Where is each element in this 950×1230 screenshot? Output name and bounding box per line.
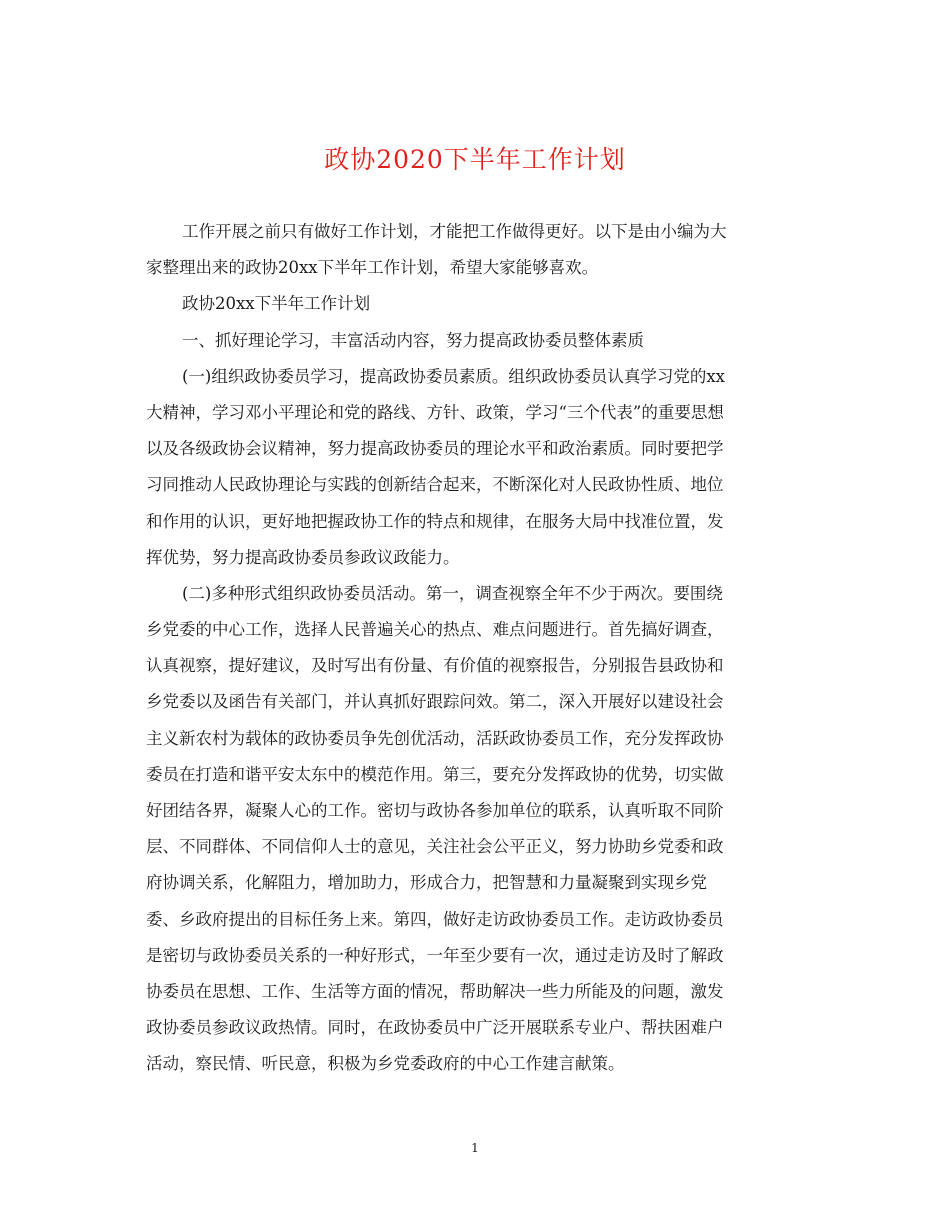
paragraph-line: 以及各级政协会议精神，努力提高政协委员的理论水平和政治素质。同时要把学	[146, 439, 724, 459]
document-body	[146, 214, 806, 1083]
page-number: 1	[471, 1141, 479, 1155]
paragraph-line: 活动，察民情、听民意，积极为乡党委政府的中心工作建言献策。	[146, 1054, 625, 1074]
paragraph-line: 委员在打造和谐平安太东中的模范作用。第三，要充分发挥政协的优势，切实做	[146, 764, 724, 784]
paragraph-line: 习同推动人民政协理论与实践的创新结合起来，不断深化对人民政协性质、地位	[146, 475, 724, 495]
paragraph-line: 乡党委的中心工作，选择人民普遍关心的热点、难点问题进行。首先搞好调查，	[146, 620, 724, 640]
paragraph-line: 和作用的认识，更好地把握政协工作的特点和规律，在服务大局中找准位置，发	[146, 511, 724, 531]
paragraph-line: 是密切与政协委员关系的一种好形式，一年至少要有一次，通过走访及时了解政	[146, 945, 724, 965]
paragraph-line: 好团结各界，凝聚人心的工作。密切与政协各参加单位的联系，认真听取不同阶	[146, 801, 724, 820]
section-heading: 一、抓好理论学习，丰富活动内容，努力提高政协委员整体素质	[182, 330, 644, 350]
paragraph-line: 认真视察，提好建议，及时写出有份量、有价值的视察报告，分别报告县政协和	[146, 656, 724, 676]
section-heading: 政协20xx下半年工作计划	[182, 294, 371, 314]
paragraph-line: (二)多种形式组织政协委员活动。第一，调查视察全年不少于两次。要围绕	[182, 583, 723, 603]
paragraph-line: 主义新农村为载体的政协委员争先创优活动，活跃政协委员工作，充分发挥政协	[146, 728, 724, 748]
paragraph-line: 层、不同群体、不同信仰人士的意见，关注社会公平正义，努力协助乡党委和政	[146, 837, 724, 857]
paragraph-line: 委、乡政府提出的目标任务上来。第四，做好走访政协委员工作。走访政协委员	[146, 909, 724, 929]
paragraph-intro-line: 工作开展之前只有做好工作计划，才能把工作做得更好。以下是由小编为大	[182, 222, 727, 241]
paragraph-line: 政协委员参政议政热情。同时，在政协委员中广泛开展联系专业户、帮扶困难户	[146, 1018, 724, 1038]
paragraph-line: (一)组织政协委员学习，提高政协委员素质。组织政协委员认真学习党的xx	[182, 366, 725, 386]
document-title: 政协2020下半年工作计划	[324, 145, 626, 174]
paragraph-line: 挥优势，努力提高政协委员参政议政能力。	[146, 547, 460, 567]
paragraph-line: 府协调关系，化解阻力，增加助力，形成合力，把智慧和力量凝聚到实现乡党	[146, 873, 707, 893]
paragraph-line: 大精神，学习邓小平理论和党的路线、方针、政策，学习“三个代表”的重要思想	[146, 402, 724, 422]
paragraph-line: 乡党委以及函告有关部门，并认真抓好跟踪问效。第二，深入开展好以建设社会	[146, 692, 724, 712]
paragraph-line: 协委员在思想、工作、生活等方面的情况，帮助解决一些力所能及的问题，激发	[146, 981, 724, 1001]
paragraph-intro-line: 家整理出来的政协20xx下半年工作计划，希望大家能够喜欢。	[146, 258, 599, 278]
